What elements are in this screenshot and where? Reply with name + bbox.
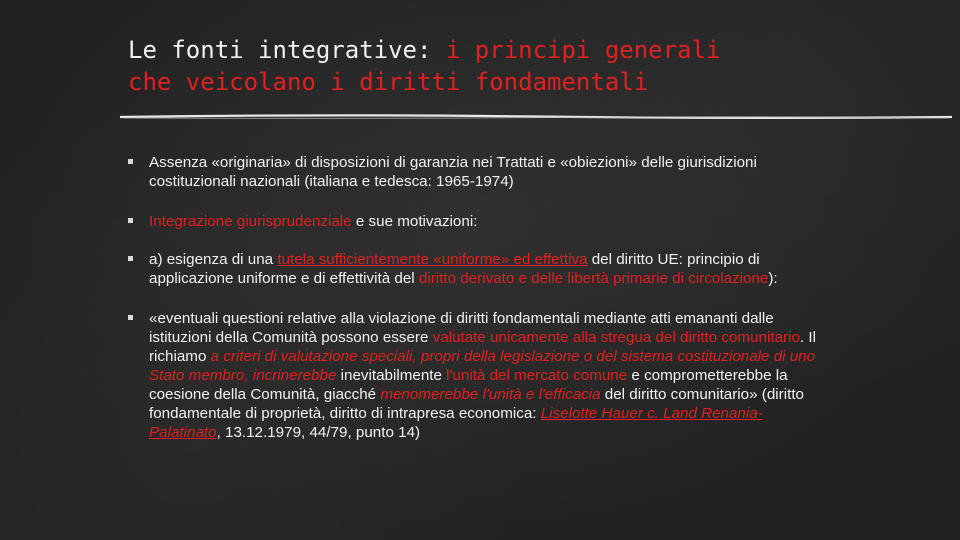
title-line2-red: che veicolano i diritti fondamentali bbox=[128, 68, 649, 96]
bullet-item-2 bbox=[128, 212, 828, 231]
bullet-1-text: Assenza «originaria» di disposizioni di garanzia nei Trattati e «obiezioni» delle giurisdizioni costituzionali nazionali (italiana e tedesca: 1965-1974) bbox=[149, 154, 757, 190]
bullet-item-4 bbox=[128, 309, 828, 442]
bullet-4-t3: inevitabilmente bbox=[336, 367, 447, 384]
bullet-3-red: diritto derivato e delle libertà primarie di circolazione bbox=[418, 270, 769, 287]
bullet-4-red-2: l'unità del mercato comune bbox=[446, 367, 628, 384]
bullet-4-italic-2: menomerebbe l'unità e l'efficacia bbox=[380, 386, 601, 403]
bullet-item-1 bbox=[128, 153, 828, 191]
bullet-marker bbox=[128, 159, 133, 164]
title-part1: Le fonti integrative: bbox=[128, 36, 446, 64]
bullet-item-3 bbox=[128, 250, 828, 288]
bullet-3-underlined: tutela sufficientemente «uniforme» ed effettiva bbox=[277, 251, 588, 268]
title-underline-rule bbox=[120, 112, 952, 122]
bullet-list bbox=[128, 153, 828, 461]
bullet-4-t5: del diritto comunitario» (diritto fondamentale di proprietà, diritto di intrapresa economica: bbox=[149, 386, 804, 422]
bullet-4-t2: . Il richiamo bbox=[149, 329, 816, 365]
bullet-4-italic-1: a criteri di valutazione speciali, propri della legislazione o del sistema costituzionale di uno Stato membro, incrinerebbe bbox=[149, 348, 816, 384]
bullet-3-t2: del diritto UE: principio di applicazione uniforme e di effettività del bbox=[149, 251, 760, 287]
bullet-2-rest: e sue motivazioni: bbox=[351, 213, 478, 230]
bullet-4-red-1: valutate unicamente alla stregua del diritto comunitario bbox=[432, 329, 800, 346]
bullet-4-t6: , 13.12.1979, 44/79, punto 14) bbox=[216, 424, 421, 441]
title-part2-red: i principi generali bbox=[445, 36, 721, 64]
slide-title bbox=[128, 34, 928, 98]
bullet-3-t3: ): bbox=[768, 270, 778, 287]
bullet-marker bbox=[128, 315, 133, 320]
bullet-marker bbox=[128, 256, 133, 261]
bullet-4-t4: e comprometterebbe la coesione della Comunità, giacché bbox=[149, 367, 788, 403]
bullet-4-t1: «eventuali questioni relative alla violazione di diritti fondamentali mediante atti emananti dalle istituzioni della Comunità possono essere bbox=[149, 310, 774, 346]
bullet-marker bbox=[128, 218, 133, 223]
bullet-3-t1: a) esigenza di una bbox=[149, 251, 278, 268]
case-citation-link[interactable]: Liselotte Hauer c. Land Renania-Palatinato bbox=[149, 405, 763, 441]
bullet-2-red: Integrazione giurisprudenziale bbox=[149, 213, 352, 230]
